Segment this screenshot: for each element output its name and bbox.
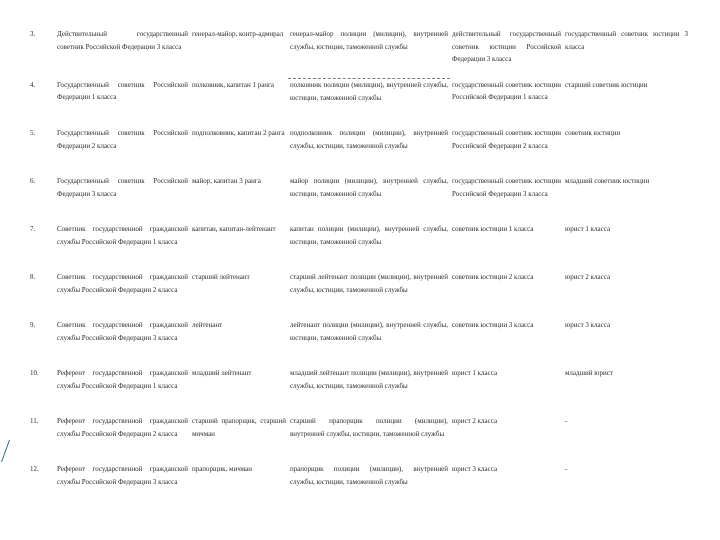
justice-rank: [450, 0, 563, 28]
row-number: 9.: [30, 321, 36, 329]
civil-service-rank: Референт государственной гражданской службы Российской Федерации 2 класса: [57, 417, 188, 438]
row-number: 7.: [30, 225, 36, 233]
justice-rank: юрист 2 класса: [452, 417, 498, 425]
military-rank: старший прапорщик, старший мичман: [192, 417, 286, 438]
military-rank: капитан, капитан-лейтенант: [192, 225, 276, 233]
justice-rank: действительный государственный советник юстиции Российской Федерации 3 класса: [452, 30, 561, 63]
special-rank: [288, 0, 450, 28]
table-row: [28, 175, 690, 223]
military-rank: прапорщик, мичман: [192, 465, 252, 473]
justice-rank: советник юстиции 2 класса: [452, 273, 534, 281]
table-row: [28, 367, 690, 415]
special-rank: подполковник полиции (милиции), внутренней службы, юстиции, таможенной службы: [290, 129, 448, 150]
justice-rank: государственный советник юстиции Российской Федерации 3 класса: [452, 177, 561, 198]
justice-rank: государственный советник юстиции Российской Федерации 2 класса: [452, 129, 561, 150]
class-rank: младший советник юстиции: [565, 177, 650, 185]
civil-service-rank: Действительный государственный советник Российской Федерации 3 класса: [57, 30, 188, 51]
class-rank: советник юстиции: [565, 129, 621, 137]
military-rank: генерал-майор, контр-адмирал: [192, 30, 284, 38]
special-rank: полковник полиции (милиции), внутренней службы, юстиции, таможенной службы: [288, 79, 450, 128]
table-row: [28, 463, 690, 511]
civil-service-rank: Государственный советник Российской Федерации 3 класса: [57, 177, 188, 198]
table-row: [28, 223, 690, 271]
civil-service-rank: Референт государственной гражданской службы Российской Федерации 3 класса: [57, 465, 188, 486]
row-number: 4.: [30, 80, 36, 89]
military-rank: полковник, капитан 1 ранга: [192, 80, 275, 89]
class-rank: -: [565, 417, 568, 425]
margin-pen-mark: [1, 440, 12, 462]
military-rank: младший лейтенант: [192, 369, 252, 377]
special-rank: младший лейтенант полиции (милиции), внутренней службы, юстиции, таможенной службы: [290, 369, 448, 390]
justice-rank: юрист 1 класса: [452, 369, 498, 377]
class-rank: -: [565, 465, 568, 473]
civil-service-rank: [55, 0, 190, 28]
military-rank: лейтенант: [192, 321, 223, 329]
civil-service-rank: Советник государственной гражданской службы Российской Федерации 1 класса: [57, 225, 188, 246]
special-rank: генерал-майор полиции (милиции), внутренней службы, юстиции, таможенной службы: [288, 28, 450, 79]
table-row: [28, 415, 690, 463]
row-number: 3.: [30, 30, 36, 38]
special-rank: майор полиции (милиции), внутренней службы, юстиции, таможенной службы: [290, 177, 448, 198]
class-rank: [563, 0, 690, 28]
civil-service-rank: Советник государственной гражданской службы Российской Федерации 2 класса: [57, 273, 188, 294]
class-rank: младший юрист: [565, 369, 613, 377]
civil-service-rank: Референт государственной гражданской службы Российской Федерации 1 класса: [57, 369, 188, 390]
justice-rank: советник юстиции 1 класса: [452, 225, 534, 233]
military-rank: подполковник, капитан 2 ранга: [192, 129, 285, 137]
justice-rank: юрист 3 класса: [452, 465, 498, 473]
civil-service-rank: Государственный советник Российской Федерации 2 класса: [57, 129, 188, 150]
justice-rank: советник юстиции 3 класса: [452, 321, 534, 329]
special-rank: капитан полиции (милиции), внутренней службы, юстиции, таможенной службы: [290, 225, 448, 246]
rank-correspondence-table: [28, 0, 690, 511]
table-row: [28, 271, 690, 319]
row-number: 6.: [30, 177, 36, 185]
justice-rank: государственный советник юстиции Российской Федерации 1 класса: [452, 80, 561, 101]
class-rank: государственный советник юстиции 3 класса: [565, 30, 688, 51]
class-rank: старший советник юстиции: [565, 80, 648, 89]
class-rank: юрист 1 класса: [565, 225, 611, 233]
row-number: 11.: [30, 417, 39, 425]
table-row: [28, 28, 690, 79]
row-number: 12.: [30, 465, 39, 473]
table-row: [28, 319, 690, 367]
table-row: [28, 127, 690, 175]
class-rank: юрист 3 класса: [565, 321, 611, 329]
special-rank: лейтенант полиции (милиции), внутренней службы, юстиции, таможенной службы: [290, 321, 448, 342]
row-number: [28, 0, 55, 28]
military-rank: [190, 0, 288, 28]
special-rank: прапорщик полиции (милиции), внутренней службы, юстиции, таможенной службы: [290, 465, 448, 486]
row-number: 8.: [30, 273, 36, 281]
row-number: 5.: [30, 129, 36, 137]
class-rank: юрист 2 класса: [565, 273, 611, 281]
military-rank: старший лейтенант: [192, 273, 250, 281]
military-rank: майор, капитан 3 ранга: [192, 177, 261, 185]
table-row: [28, 0, 690, 28]
table-row: [28, 79, 690, 128]
row-number: 10.: [30, 369, 39, 377]
special-rank: старший прапорщик полиции (милиции), внутренней службы, юстиции, таможенной службы: [290, 417, 448, 438]
civil-service-rank: Советник государственной гражданской службы Российской Федерации 3 класса: [57, 321, 188, 342]
civil-service-rank: Государственный советник Российской Федерации 1 класса: [57, 80, 188, 101]
special-rank: старший лейтенант полиции (милиции), внутренней службы, юстиции, таможенной службы: [290, 273, 448, 294]
